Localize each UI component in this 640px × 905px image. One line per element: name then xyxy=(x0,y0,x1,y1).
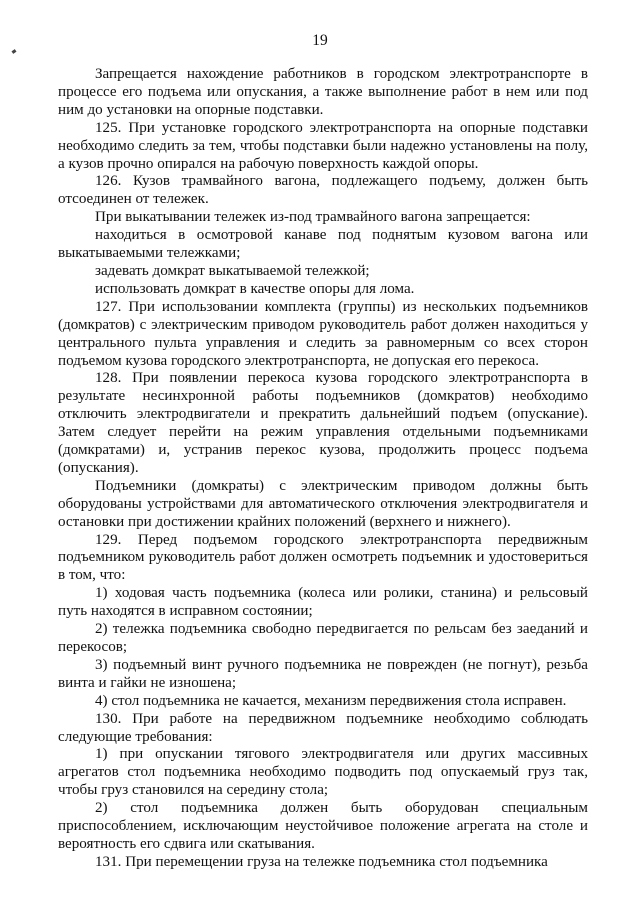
paragraph: Подъемники (домкраты) с электрическим приводом должны быть оборудованы устройствами для автоматического отключения электродвигателя и остановки при достижении крайних положений (верхнего и нижнего). xyxy=(58,477,588,530)
page-number: 19 xyxy=(312,32,328,49)
body-text xyxy=(58,66,588,872)
paragraph-130: 130. При работе на передвижном подъемнике необходимо соблюдать следующие требования: xyxy=(58,710,588,745)
list-item: 2) стол подъемника должен быть оборудован специальным приспособлением, исключающим неустойчивое положение агрегата на столе и вероятность его сдвига или скатывания. xyxy=(58,800,588,852)
list-item: находиться в осмотровой канаве под поднятым кузовом вагона или выкатываемыми тележками; xyxy=(58,227,588,262)
list-item: использовать домкрат в качестве опоры для лома. xyxy=(95,280,415,297)
paragraph: При выкатывании тележек из-под трамвайного вагона запрещается: xyxy=(95,209,531,226)
paragraph-131: 131. При перемещении груза на тележке подъемника стол подъемника xyxy=(95,853,548,870)
paragraph-128: 128. При появлении перекоса кузова городского электротранспорта в результате несинхронной работы подъемников (домкратов) необходимо отключить электродвигатели и прекратить дальнейший подъем (опускание). Затем следует перейти на режим управления отдельными подъемниками (домкратами) и, устранив перекос кузова, продолжить процесс подъема (опускания). xyxy=(58,370,588,476)
paragraph-129: 129. Перед подъемом городского электротранспорта передвижным подъемником руководитель работ должен осмотреть подъемник и удостовериться в том, что: xyxy=(58,531,588,584)
list-item: 1) ходовая часть подъемника (колеса или ролики, станина) и рельсовый путь находятся в исправном состоянии; xyxy=(58,585,588,620)
paragraph-127: 127. При использовании комплекта (группы) из нескольких подъемников (домкратов) с электрическим приводом руководитель работ должен находиться у центрального пульта управления и следить за равномерным со всех сторон подъемом кузова городского электротранспорта, не допуская его перекоса. xyxy=(58,298,588,369)
list-item: 4) стол подъемника не качается, механизм передвижения стола исправен. xyxy=(95,692,567,709)
paragraph: Запрещается нахождение работников в городском электротранспорте в процессе его подъема или опускания, а также выполнение работ в нем или под ним до установки на опорные подставки. xyxy=(58,66,588,118)
paragraph-126: 126. Кузов трамвайного вагона, подлежащего подъему, должен быть отсоединен от тележек. xyxy=(58,173,588,208)
paragraph-125: 125. При установке городского электротранспорта на опорные подставки необходимо следить за тем, чтобы подставки были надежно установлены на полу, а кузов прочно опирался на рабочую поверхность каждой опоры. xyxy=(58,119,588,172)
list-item: задевать домкрат выкатываемой тележкой; xyxy=(95,262,370,279)
list-item: 1) при опускании тягового электродвигателя или других массивных агрегатов стол подъемника необходимо подводить под опускаемый груз так, чтобы груз становился на середину стола; xyxy=(58,746,588,799)
list-item: 2) тележка подъемника свободно передвигается по рельсам без заеданий и перекосов; xyxy=(58,621,588,655)
list-item: 3) подъемный винт ручного подъемника не поврежден (не погнут), резьба винта и гайки не изношена; xyxy=(58,656,588,691)
